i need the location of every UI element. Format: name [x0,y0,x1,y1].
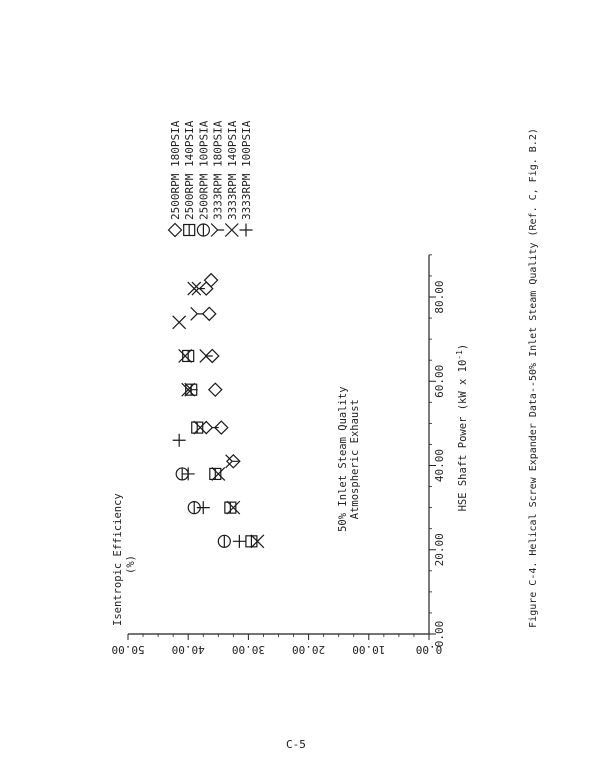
diamond-icon [203,307,216,320]
x-axis-label-superscript: -1 [455,350,464,360]
legend-label: 3333RPM 100PSIA [240,120,253,220]
data-points [173,274,264,548]
x-cross-icon [227,501,240,514]
x-cross-icon [194,421,207,434]
legend-marker [197,224,209,236]
y-shape-icon [191,307,204,320]
y-tick-label: 10.00 [352,643,386,656]
y-tick-label: 0.00 [415,643,443,656]
legend-marker [169,224,182,237]
x-cross-icon [212,467,225,480]
legend-label: 2500RPM 100PSIA [197,120,211,220]
data-point [173,434,186,447]
series-group [183,350,257,546]
y-axis-label: Isentropic Efficiency [112,493,124,626]
series-group [173,282,264,548]
data-point [233,535,246,548]
plus-icon [173,434,186,447]
diamond-icon [205,274,218,287]
x-axis-label-end: ) [457,343,469,351]
y-tick-label: 40.00 [171,643,205,656]
data-point [182,467,195,480]
data-point [194,421,207,434]
data-point [227,501,240,514]
diamond-icon [169,224,182,237]
legend-label: 2500RPM 140PSIA [183,120,197,220]
y-tick-label: 50.00 [111,643,145,656]
y-shape-icon [206,421,219,434]
data-point [218,535,230,547]
page-number: C-5 [286,738,306,751]
x-tick-label: 20.00 [433,533,446,567]
x-cross-icon [179,349,192,362]
legend-label: 3333RPM 140PSIA [225,120,239,220]
y-tick-label: 20.00 [292,643,326,656]
data-point [173,316,186,329]
y-shape-icon [211,224,224,237]
data-point [206,421,219,434]
x-axis-label-text: HSE Shaft Power (kW x 10 [457,359,469,512]
x-tick-label: 40.00 [433,448,446,483]
plus-icon [182,467,195,480]
annotation-line-2: Atmospheric Exhaust [349,399,361,520]
figure-caption: Figure C-4. Helical Screw Expander Data--50% Inlet Steam Quality (Ref. C, Fig. B.2) [528,128,539,628]
legend [169,120,254,236]
x-tick-label: 0.00 [433,620,446,648]
series-group [200,274,240,468]
legend-label: 2500RPM 180PSIA [169,120,182,220]
data-point [212,467,225,480]
x-cross-icon [225,224,238,237]
data-point [203,307,216,320]
plus-icon [240,224,253,237]
diamond-icon [209,383,222,396]
x-tick-label: 60.00 [433,364,446,398]
legend-marker [240,224,253,237]
data-point [205,274,218,287]
legend-label: 3333RPM 180PSIA [211,120,225,220]
x-axis-label [455,344,469,512]
data-point [209,383,222,396]
plus-icon [233,535,246,548]
series-group [173,434,246,548]
legend-marker [184,225,195,236]
data-point [191,307,204,320]
data-point [246,536,257,547]
legend-marker [225,224,238,237]
legend-marker [211,224,224,237]
y-axis-label-unit: (%) [125,555,137,574]
annotation-line-1: 50% Inlet Steam Quality [337,386,349,532]
data-point [179,349,192,362]
x-cross-icon [173,316,186,329]
y-tick-label: 30.00 [231,643,265,656]
x-tick-label: 80.00 [433,280,446,314]
